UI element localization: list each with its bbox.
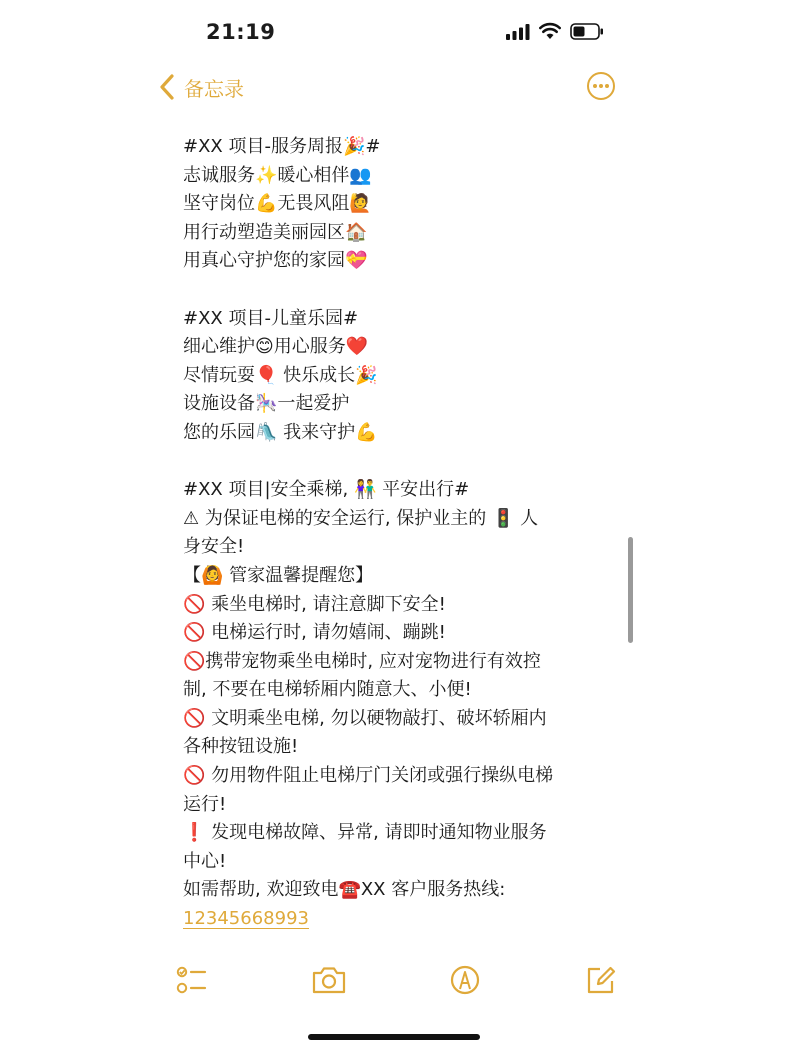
note-line: 🚫 文明乘坐电梯, 勿以硬物敲打、破坏轿厢内 xyxy=(183,707,547,729)
note-line: 设施设备🎠一起爱护 xyxy=(183,393,350,415)
note-line: 尽情玩耍🎈 快乐成长🎉 xyxy=(183,364,378,386)
note-line: 用真心守护您的家园💝 xyxy=(183,250,368,272)
note-line: 🚫携带宠物乘坐电梯时, 应对宠物进行有效控 xyxy=(183,650,541,672)
scrollbar[interactable] xyxy=(628,537,633,643)
bottom-toolbar xyxy=(0,960,788,1004)
note-line: #XX 项目-服务周报🎉# xyxy=(183,136,381,157)
status-time: 21:19 xyxy=(206,20,276,44)
note-line: 🚫 电梯运行时, 请勿嬉闹、蹦跳! xyxy=(183,622,446,644)
checklist-icon xyxy=(173,960,213,1000)
camera-button[interactable] xyxy=(309,960,349,1000)
back-button[interactable] xyxy=(158,72,244,102)
note-line: 【🙆 管家温馨提醒您】 xyxy=(183,564,374,586)
note-line: 用行动塑造美丽园区🏠 xyxy=(183,221,368,243)
note-blank-line xyxy=(183,448,623,477)
note-blank-line xyxy=(183,276,623,305)
back-label: 备忘录 xyxy=(184,76,244,101)
note-line: #XX 项目|安全乘梯, 👫 平安出行# xyxy=(183,479,470,501)
note-line: 中心! xyxy=(183,850,227,872)
note-line: 各种按钮设施! xyxy=(183,736,299,758)
note-body[interactable] xyxy=(183,133,623,934)
note-line: ❗ 发现电梯故障、异常, 请即时通知物业服务 xyxy=(183,822,547,844)
note-line: 🚫 乘坐电梯时, 请注意脚下安全! xyxy=(183,593,446,615)
note-line: 坚守岗位💪无畏风阻🙋 xyxy=(183,193,372,215)
status-bar xyxy=(0,0,788,62)
chevron-left-icon xyxy=(158,74,176,100)
note-line: 如需帮助, 欢迎致电☎️XX 客户服务热线: xyxy=(183,879,506,901)
note-line: #XX 项目-儿童乐园# xyxy=(183,307,359,329)
note-line: 制, 不要在电梯轿厢内随意大、小便! xyxy=(183,679,472,701)
note-line: 您的乐园🛝 我来守护💪 xyxy=(183,421,378,443)
navigation-bar xyxy=(0,62,788,112)
markup-button[interactable] xyxy=(445,960,485,1000)
note-line: 运行! xyxy=(183,793,227,815)
note-line: 🚫 勿用物件阻止电梯厅门关闭或强行操纵电梯 xyxy=(183,765,554,787)
note-line: ⚠ 为保证电梯的安全运行, 保护业主的 🚦 人 xyxy=(183,507,539,529)
markup-icon xyxy=(445,960,485,1000)
home-indicator[interactable] xyxy=(308,1034,480,1040)
checklist-button[interactable] xyxy=(173,960,213,1000)
cellular-signal-icon xyxy=(506,24,530,40)
note-line: 细心维护😊用心服务❤️ xyxy=(183,336,369,358)
note-line: 志诚服务✨暖心相伴👥 xyxy=(183,164,372,186)
more-options-icon[interactable] xyxy=(586,71,616,101)
wifi-icon xyxy=(539,22,561,40)
compose-icon xyxy=(581,960,621,1000)
battery-icon xyxy=(570,23,604,40)
compose-button[interactable] xyxy=(581,960,621,1000)
camera-icon xyxy=(309,960,349,1000)
note-line: 身安全! xyxy=(183,536,245,558)
phone-number-link[interactable]: 12345668993 xyxy=(183,908,309,930)
